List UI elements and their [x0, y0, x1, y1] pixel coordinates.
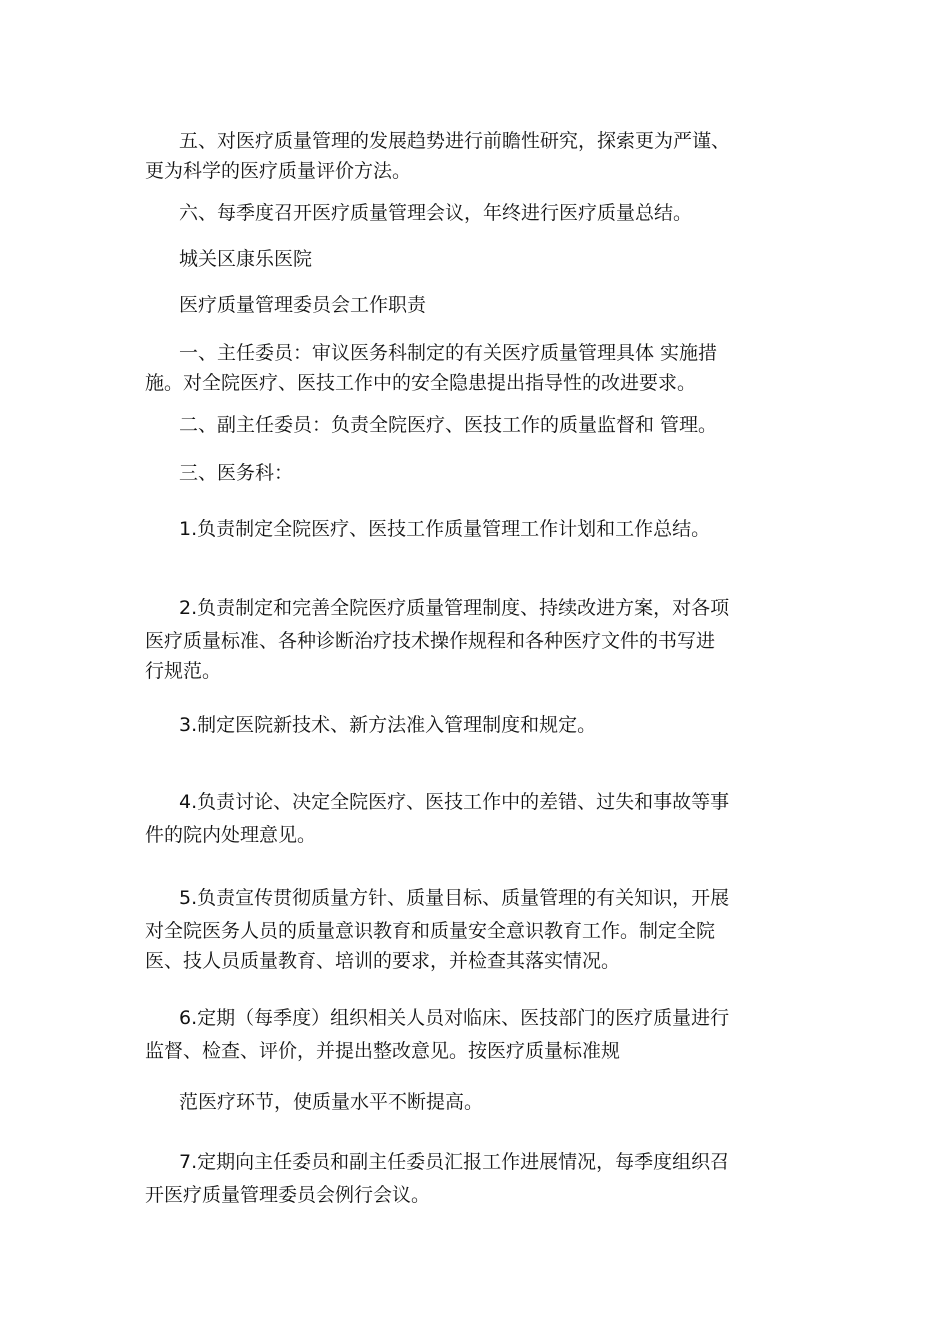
text-line: 范医疗环节，使质量水平不断提高。 [179, 1091, 484, 1113]
text-line: 2.负责制定和完善全院医疗质量管理制度、持续改进方案，对各项 [179, 597, 730, 619]
text-line: 4.负责讨论、决定全院医疗、医技工作中的差错、过失和事故等事 [179, 791, 730, 813]
text-line: 一、主任委员：审议医务科制定的有关医疗质量管理具体 实施措 [179, 342, 718, 364]
paragraph-director [145, 338, 810, 398]
text-line: 城关区康乐医院 [179, 248, 313, 270]
item-3 [145, 710, 810, 740]
paragraph-deputy [145, 410, 810, 440]
text-line: 监督、检查、评价，并提出整改意见。按医疗质量标准规 [145, 1040, 621, 1062]
item-4 [145, 784, 810, 850]
text-line: 医疗质量标准、各种诊断治疗技术操作规程和各种医疗文件的书写进 [145, 630, 716, 652]
section-title [145, 290, 810, 320]
text-line: 件的院内处理意见。 [145, 824, 317, 846]
item-6 [145, 1000, 810, 1066]
text-line: 六、每季度召开医疗质量管理会议，年终进行医疗质量总结。 [179, 202, 693, 224]
paragraph-5 [145, 126, 810, 186]
text-line: 7.定期向主任委员和副主任委员汇报工作进展情况，每季度组织召 [179, 1151, 730, 1173]
text-line: 医、技人员质量教育、培训的要求，并检查其落实情况。 [145, 950, 621, 972]
text-line: 3.制定医院新技术、新方法准入管理制度和规定。 [179, 714, 597, 736]
text-line: 三、医务科： [179, 462, 294, 484]
item-5 [145, 880, 810, 976]
text-line: 行规范。 [145, 660, 222, 682]
text-line: 对全院医务人员的质量意识教育和质量安全意识教育工作。制定全院 [145, 920, 716, 942]
text-line: 1.负责制定全院医疗、医技工作质量管理工作计划和工作总结。 [179, 518, 711, 540]
item-2 [145, 590, 810, 686]
item-6-continued [145, 1087, 810, 1117]
paragraph-6 [145, 198, 810, 228]
item-1 [145, 514, 810, 544]
paragraph-medical-dept [145, 458, 810, 488]
text-line: 二、副主任委员：负责全院医疗、医技工作的质量监督和 管理。 [179, 414, 718, 436]
item-7 [145, 1144, 810, 1210]
text-line: 五、对医疗质量管理的发展趋势进行前瞻性研究，探索更为严谨、 [179, 130, 731, 152]
hospital-name [145, 244, 810, 274]
text-line: 开医疗质量管理委员会例行会议。 [145, 1184, 431, 1206]
text-line: 5.负责宣传贯彻质量方针、质量目标、质量管理的有关知识，开展 [179, 887, 730, 909]
text-line: 施。对全院医疗、医技工作中的安全隐患提出指导性的改进要求。 [145, 372, 697, 394]
text-line: 6.定期（每季度）组织相关人员对临床、医技部门的医疗质量进行 [179, 1007, 730, 1029]
text-line: 更为科学的医疗质量评价方法。 [145, 160, 412, 182]
text-line: 医疗质量管理委员会工作职责 [179, 294, 427, 316]
